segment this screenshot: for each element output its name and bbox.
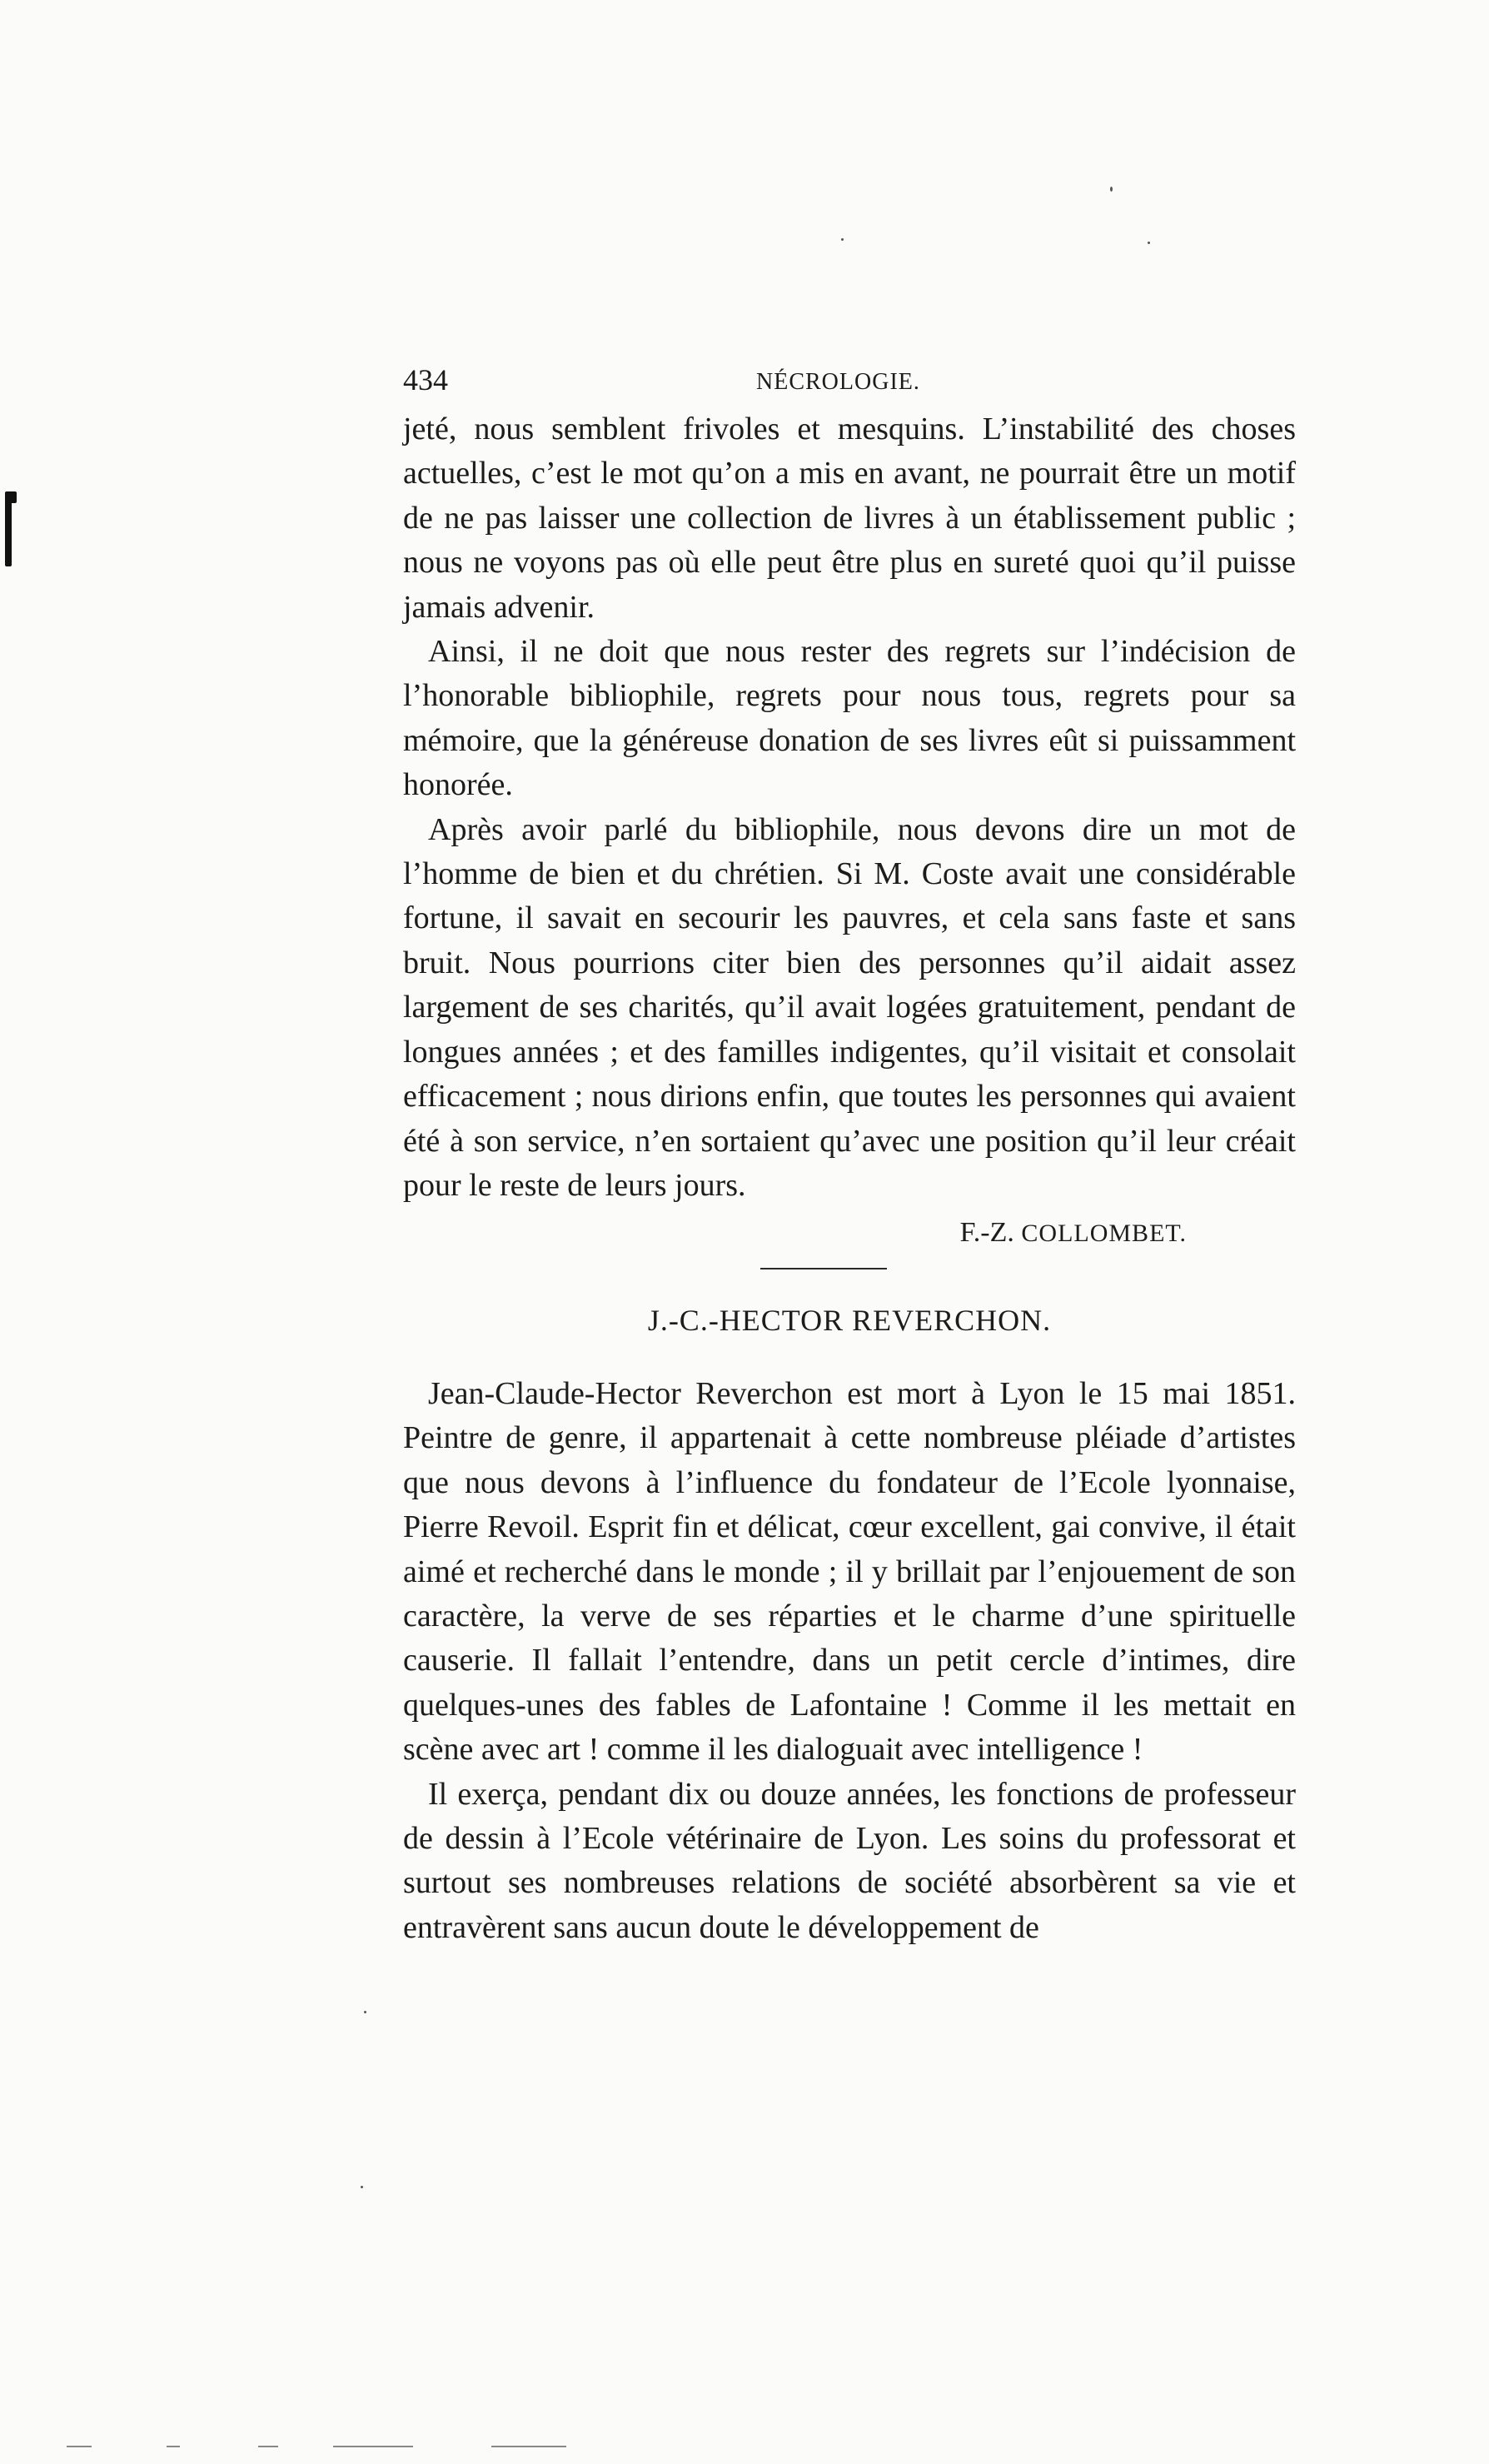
footer-dash (491, 2446, 566, 2447)
paragraph: Jean-Claude-Hector Reverchon est mort à Lyon le 15 mai 1851. Peintre de genre, il appartenait à cette nombreuse pléiade d’artistes que nous devons à l’influence du fondateur de l’Ecole lyonnaise, Pierre Revoil. Esprit fin et délicat, cœur excellent, gai convive, il était aimé et recherché dans le monde ; il y brillait par l’enjouement de son caractère, la verve de ses réparties et le charme d’une spirituelle causerie. Il fallait l’entendre, dans un petit cercle d’intimes, dire quelques-unes des fables de Lafontaine ! Comme il les mettait en scène avec art ! comme il les dialoguait avec intelligence ! (403, 1376, 1296, 1768)
section-divider (760, 1268, 887, 1269)
paper-speck (361, 2186, 363, 2188)
paragraph: Ainsi, il ne doit que nous rester des regrets sur l’indécision de l’honorable bibliophile, regrets pour nous tous, regrets pour sa mémoire, que la généreuse donation de ses livres eût si puissamment honorée. (403, 634, 1296, 803)
paper-speck (841, 238, 844, 241)
paragraph: jeté, nous semblent frivoles et mesquins. L’instabilité des choses actuelles, c’est le mot qu’on a mis en avant, ne pourrait être un motif de ne pas laisser une collection de livres à un établissement public ; nous ne voyons pas où elle peut être plus en sureté quoi qu’il puisse jamais advenir. (403, 411, 1296, 625)
author-signature (403, 1212, 1187, 1254)
paragraph: Il exerça, pendant dix ou douze années, les fonctions de professeur de dessin à l’Ecole vétérinaire de Lyon. Les soins du professorat et surtout ses nombreuses relations de société absorbèrent sa vie et entravèrent sans aucun doute le développement de (403, 1776, 1296, 1945)
paragraph: Après avoir parlé du bibliophile, nous devons dire un mot de l’homme de bien et du chrétien. Si M. Coste avait une considérable fortune, il savait en secourir les pauvres, et cela sans faste et sans bruit. Nous pourrions citer bien des personnes qu’il aidait assez largement de ses charités, qu’il avait logées gratuitement, pendant de longues années ; et des familles indigentes, qu’il visitait et consolait efficacement ; nous dirions enfin, que toutes les personnes qui avaient été à son service, n’en sortaient qu’avec une position qu’il leur créait pour le reste de leurs jours. (403, 811, 1296, 1203)
binding-mark (5, 491, 12, 566)
signature-name: COLLOMBET. (1021, 1220, 1187, 1247)
running-head: NÉCROLOGIE. (756, 369, 920, 395)
footer-dash (258, 2446, 278, 2447)
paper-speck (364, 2011, 366, 2013)
page-number: 434 (403, 363, 448, 397)
paper-speck (1148, 242, 1150, 244)
signature-initials: F.-Z. (959, 1217, 1014, 1248)
reverchon-article-text (403, 1372, 1296, 1950)
section-title: J.-C.-HECTOR REVERCHON. (647, 1304, 1052, 1337)
footer-dash (67, 2446, 92, 2447)
footer-dash (167, 2446, 180, 2447)
footer-dash (333, 2446, 413, 2447)
paper-speck (1110, 187, 1113, 192)
page-header (403, 363, 1296, 405)
collombet-article-text (403, 407, 1296, 1208)
